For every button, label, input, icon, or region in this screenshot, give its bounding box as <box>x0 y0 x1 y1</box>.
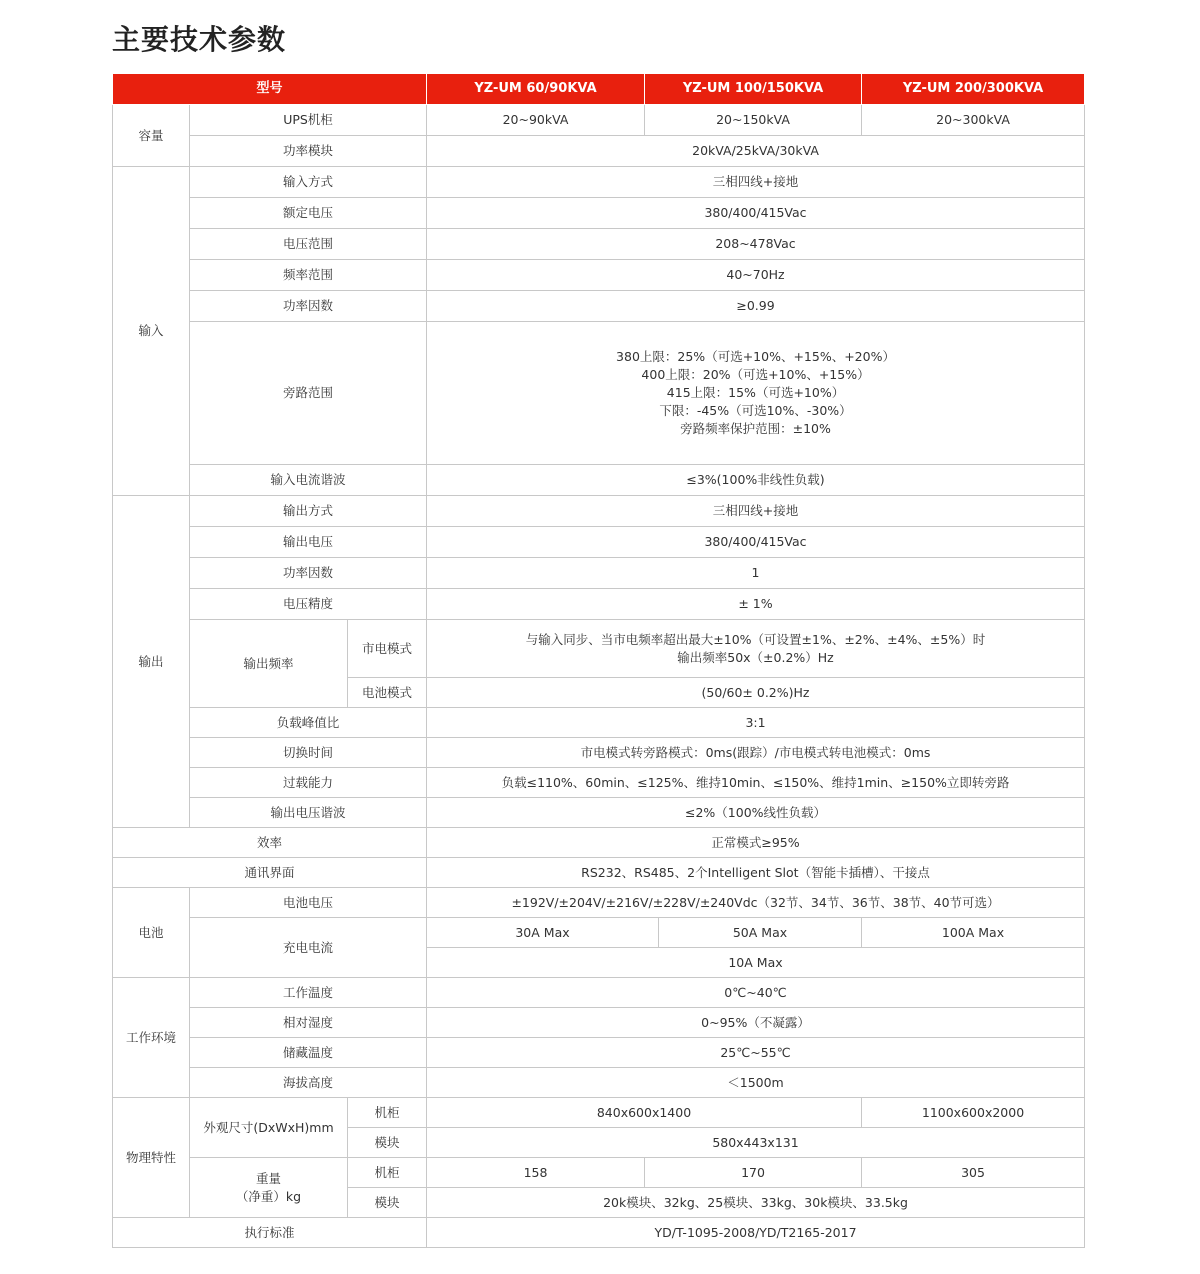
row-label: 通讯界面 <box>113 858 427 888</box>
header-model-2: YZ-UM 100/150KVA <box>645 74 862 105</box>
row-value: 0~95%（不凝露） <box>427 1008 1085 1038</box>
bypass-line: 旁路频率保护范围：±10% <box>680 421 831 436</box>
table-row <box>113 496 1085 527</box>
table-row <box>113 1158 1085 1188</box>
row-label: 输入电流谐波 <box>190 465 427 496</box>
group-battery: 电池 <box>113 888 190 978</box>
row-label: 负载峰值比 <box>190 708 427 738</box>
row-value: RS232、RS485、2个Intelligent Slot（智能卡插槽）、干接点 <box>427 858 1085 888</box>
mains-mode-line: 输出频率50x（±0.2%）Hz <box>677 649 834 665</box>
row-label: 效率 <box>113 828 427 858</box>
row-value: (50/60± 0.2%)Hz <box>427 678 1085 708</box>
row-value: 100A Max <box>862 918 1085 948</box>
group-physical: 物理特性 <box>113 1098 190 1218</box>
row-label: 输出电压 <box>190 527 427 558</box>
row-value: ≤2%（100%线性负载） <box>427 798 1085 828</box>
row-label: 功率因数 <box>190 291 427 322</box>
row-value: 20~90kVA <box>427 105 645 136</box>
row-value: 380/400/415Vac <box>427 198 1085 229</box>
bypass-line: 380上限：25%（可选+10%、+15%、+20%） <box>616 349 895 364</box>
row-value: 30A Max <box>427 918 659 948</box>
bypass-line: 415上限：15%（可选+10%） <box>666 385 845 400</box>
table-row <box>113 768 1085 798</box>
row-value: 20~300kVA <box>862 105 1085 136</box>
table-row <box>113 167 1085 198</box>
table-row <box>113 888 1085 918</box>
row-value: ＜1500m <box>427 1068 1085 1098</box>
row-label: 旁路范围 <box>190 322 427 465</box>
header-model-3: YZ-UM 200/300KVA <box>862 74 1085 105</box>
row-value: ≥0.99 <box>427 291 1085 322</box>
row-value: 208~478Vac <box>427 229 1085 260</box>
table-row <box>113 620 1085 678</box>
table-row <box>113 260 1085 291</box>
table-row <box>113 465 1085 496</box>
row-label: 电池电压 <box>190 888 427 918</box>
weight-label-line: 重量 <box>255 1170 281 1186</box>
row-value: 1100x600x2000 <box>862 1098 1085 1128</box>
row-value: 20k模块、32kg、25模块、33kg、30k模块、33.5kg <box>427 1188 1085 1218</box>
table-row <box>113 1068 1085 1098</box>
group-capacity: 容量 <box>113 105 190 167</box>
table-row <box>113 1008 1085 1038</box>
row-value: 580x443x131 <box>427 1128 1085 1158</box>
sub-label: 电池模式 <box>348 678 427 708</box>
table-row <box>113 738 1085 768</box>
row-value: ± 1% <box>427 589 1085 620</box>
table-row <box>113 978 1085 1008</box>
row-label: 外观尺寸(DxWxH)mm <box>190 1098 348 1158</box>
sub-label: 模块 <box>348 1188 427 1218</box>
weight-label-line: （净重）kg <box>235 1188 302 1204</box>
table-row <box>113 291 1085 322</box>
table-row <box>113 322 1085 465</box>
table-row <box>113 558 1085 589</box>
row-value: 50A Max <box>659 918 862 948</box>
row-label: 功率模块 <box>190 136 427 167</box>
spec-table <box>112 73 1085 1248</box>
row-value: 负载≤110%、60min、≤125%、维持10min、≤150%、维持1min、≥150%立即转旁路 <box>427 768 1085 798</box>
row-value: 840x600x1400 <box>427 1098 862 1128</box>
row-value: 3:1 <box>427 708 1085 738</box>
weight-label <box>190 1158 348 1218</box>
row-label: 输入方式 <box>190 167 427 198</box>
row-label: 海拔高度 <box>190 1068 427 1098</box>
bypass-line: 下限：-45%（可选10%、-30%） <box>659 403 852 418</box>
row-label: 输出频率 <box>190 620 348 708</box>
row-label: 频率范围 <box>190 260 427 291</box>
row-value: 20kVA/25kVA/30kVA <box>427 136 1085 167</box>
table-row <box>113 589 1085 620</box>
row-label: 电压精度 <box>190 589 427 620</box>
bypass-range-value <box>427 322 1085 465</box>
table-header-row <box>113 74 1085 105</box>
header-model-1: YZ-UM 60/90KVA <box>427 74 645 105</box>
row-label: UPS机柜 <box>190 105 427 136</box>
sub-label: 模块 <box>348 1128 427 1158</box>
row-value: 三相四线+接地 <box>427 167 1085 198</box>
sub-label: 机柜 <box>348 1098 427 1128</box>
row-label: 储藏温度 <box>190 1038 427 1068</box>
table-row <box>113 1098 1085 1128</box>
row-label: 执行标准 <box>113 1218 427 1248</box>
table-row <box>113 136 1085 167</box>
row-label: 功率因数 <box>190 558 427 589</box>
row-value: 170 <box>645 1158 862 1188</box>
sub-label: 机柜 <box>348 1158 427 1188</box>
bypass-line: 400上限：20%（可选+10%、+15%） <box>641 367 870 382</box>
table-row <box>113 105 1085 136</box>
row-label: 输出方式 <box>190 496 427 527</box>
row-label: 工作温度 <box>190 978 427 1008</box>
table-row <box>113 229 1085 260</box>
row-value: 20~150kVA <box>645 105 862 136</box>
row-label: 充电电流 <box>190 918 427 978</box>
table-row <box>113 708 1085 738</box>
group-output: 输出 <box>113 496 190 828</box>
row-value: 158 <box>427 1158 645 1188</box>
row-value: ≤3%(100%非线性负载) <box>427 465 1085 496</box>
row-value: 10A Max <box>427 948 1085 978</box>
table-row <box>113 918 1085 948</box>
row-value: 40~70Hz <box>427 260 1085 291</box>
row-value: 市电模式转旁路模式：0ms(跟踪）/市电模式转电池模式：0ms <box>427 738 1085 768</box>
mains-mode-line: 与输入同步、当市电频率超出最大±10%（可设置±1%、±2%、±4%、±5%）时 <box>525 631 986 647</box>
page-title: 主要技术参数 <box>112 23 287 56</box>
row-value: 305 <box>862 1158 1085 1188</box>
row-value: YD/T-1095-2008/YD/T2165-2017 <box>427 1218 1085 1248</box>
row-label: 相对湿度 <box>190 1008 427 1038</box>
row-label: 过载能力 <box>190 768 427 798</box>
row-value: 1 <box>427 558 1085 589</box>
row-value: 三相四线+接地 <box>427 496 1085 527</box>
table-row <box>113 198 1085 229</box>
row-label: 额定电压 <box>190 198 427 229</box>
row-value: 25℃~55℃ <box>427 1038 1085 1068</box>
table-row <box>113 858 1085 888</box>
group-input: 输入 <box>113 167 190 496</box>
row-value: ±192V/±204V/±216V/±228V/±240Vdc（32节、34节、36节、38节、40节可选） <box>427 888 1085 918</box>
header-model-label: 型号 <box>113 74 427 105</box>
table-row <box>113 828 1085 858</box>
row-label: 电压范围 <box>190 229 427 260</box>
sub-label: 市电模式 <box>348 620 427 678</box>
row-value: 380/400/415Vac <box>427 527 1085 558</box>
row-value: 正常模式≥95% <box>427 828 1085 858</box>
table-row <box>113 1038 1085 1068</box>
row-label: 输出电压谐波 <box>190 798 427 828</box>
row-value: 0℃~40℃ <box>427 978 1085 1008</box>
row-label: 切换时间 <box>190 738 427 768</box>
table-row <box>113 527 1085 558</box>
mains-mode-value <box>427 620 1085 678</box>
table-row <box>113 798 1085 828</box>
table-row <box>113 1218 1085 1248</box>
group-environment: 工作环境 <box>113 978 190 1098</box>
